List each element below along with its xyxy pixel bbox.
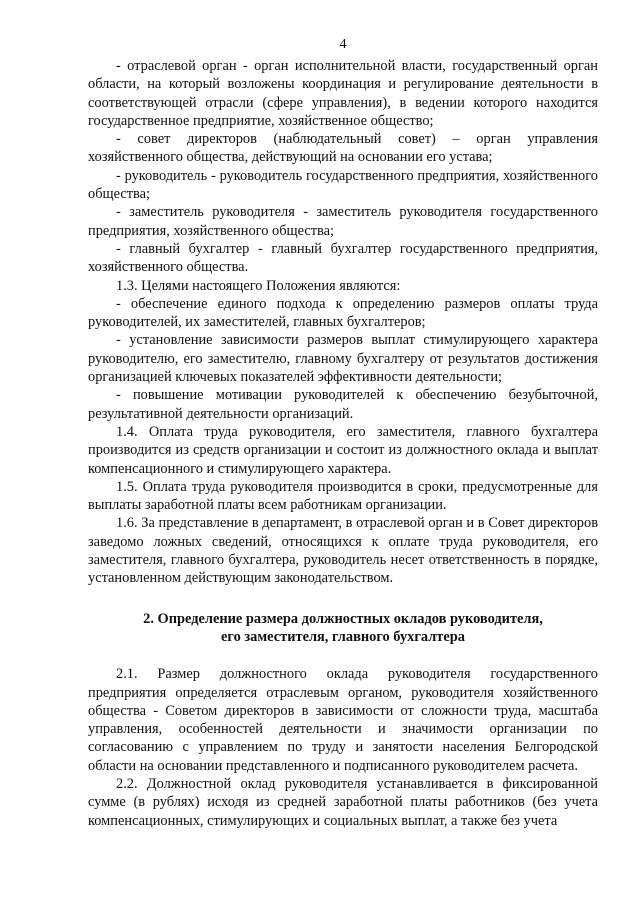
paragraph-1-5: 1.5. Оплата труда руководителя производится в сроки, предусмотренные для выплаты заработной платы всем работникам организации.	[88, 478, 598, 514]
paragraph-1-4: 1.4. Оплата труда руководителя, его заместителя, главного бухгалтера производится из средств организации и состоит из должностного оклада и выплат компенсационного и стимулирующего характера.	[88, 423, 598, 477]
document-body	[88, 57, 598, 830]
paragraph-definition-head: - руководитель - руководитель государственного предприятия, хозяйственного общества;	[88, 167, 598, 203]
paragraph-goal-motivation: - повышение мотивации руководителей к обеспечению безубыточной, результативной деятельности организаций.	[88, 387, 598, 422]
paragraph-goal-incentive-dependence: - установление зависимости размеров выплат стимулирующего характера руководителю, его заместителю, главному бухгалтеру от результатов достижения организацией ключевых показателей эффективности деятельности;	[88, 332, 598, 386]
section-2-heading-line2: его заместителя, главного бухгалтера	[221, 628, 465, 645]
paragraph-2-1: 2.1. Размер должностного оклада руководителя государственного предприятия определяется отраслевым органом, руководителя хозяйственного общества - Советом директоров в зависимости от сложности труда, масштаба управления, особенностей деятельности и значимости организации по согласованию с управлением по труду и занятости населения Белгородской области на основании представленного и подписанного руководителем расчета.	[88, 666, 598, 774]
page-number: 4	[339, 37, 347, 52]
paragraph-1-6: 1.6. За представление в департамент, в отраслевой орган и в Совет директоров заведомо ложных сведений, относящихся к оплате труда руководителя, его заместителя, главного бухгалтера, руководитель несет ответственность в порядке, установленном действующим законодательством.	[88, 515, 598, 587]
paragraph-2-2: 2.2. Должностной оклад руководителя устанавливается в фиксированной сумме (в рублях) исходя из средней заработной платы работников (без учета компенсационных, стимулирующих и социальных выплат, а также без учета	[88, 775, 598, 829]
section-2-heading	[88, 610, 598, 647]
paragraph-definition-board: - совет директоров (наблюдательный совет) – орган управления хозяйственного общества, действующий на основании его устава;	[88, 131, 598, 166]
paragraph-definition-chief-accountant: - главный бухгалтер - главный бухгалтер государственного предприятия, хозяйственного общества.	[88, 240, 598, 276]
paragraph-1-3: 1.3. Целями настоящего Положения являются:	[116, 277, 401, 294]
paragraph-definition-deputy: - заместитель руководителя - заместитель руководителя государственного предприятия, хозяйственного общества;	[88, 204, 598, 239]
paragraph-goal-unified-approach: - обеспечение единого подхода к определению размеров оплаты труда руководителей, их заместителей, главных бухгалтеров;	[88, 295, 598, 331]
section-2-heading-line1: 2. Определение размера должностных окладов руководителя,	[143, 610, 543, 627]
paragraph-definition-industry-body: - отраслевой орган - орган исполнительной власти, государственный орган области, на который возложены координация и регулирование деятельности в соответствующей отрасли (сфере управления), в ведении которого находится государственное предприятие, хозяйственное общество;	[88, 58, 598, 129]
